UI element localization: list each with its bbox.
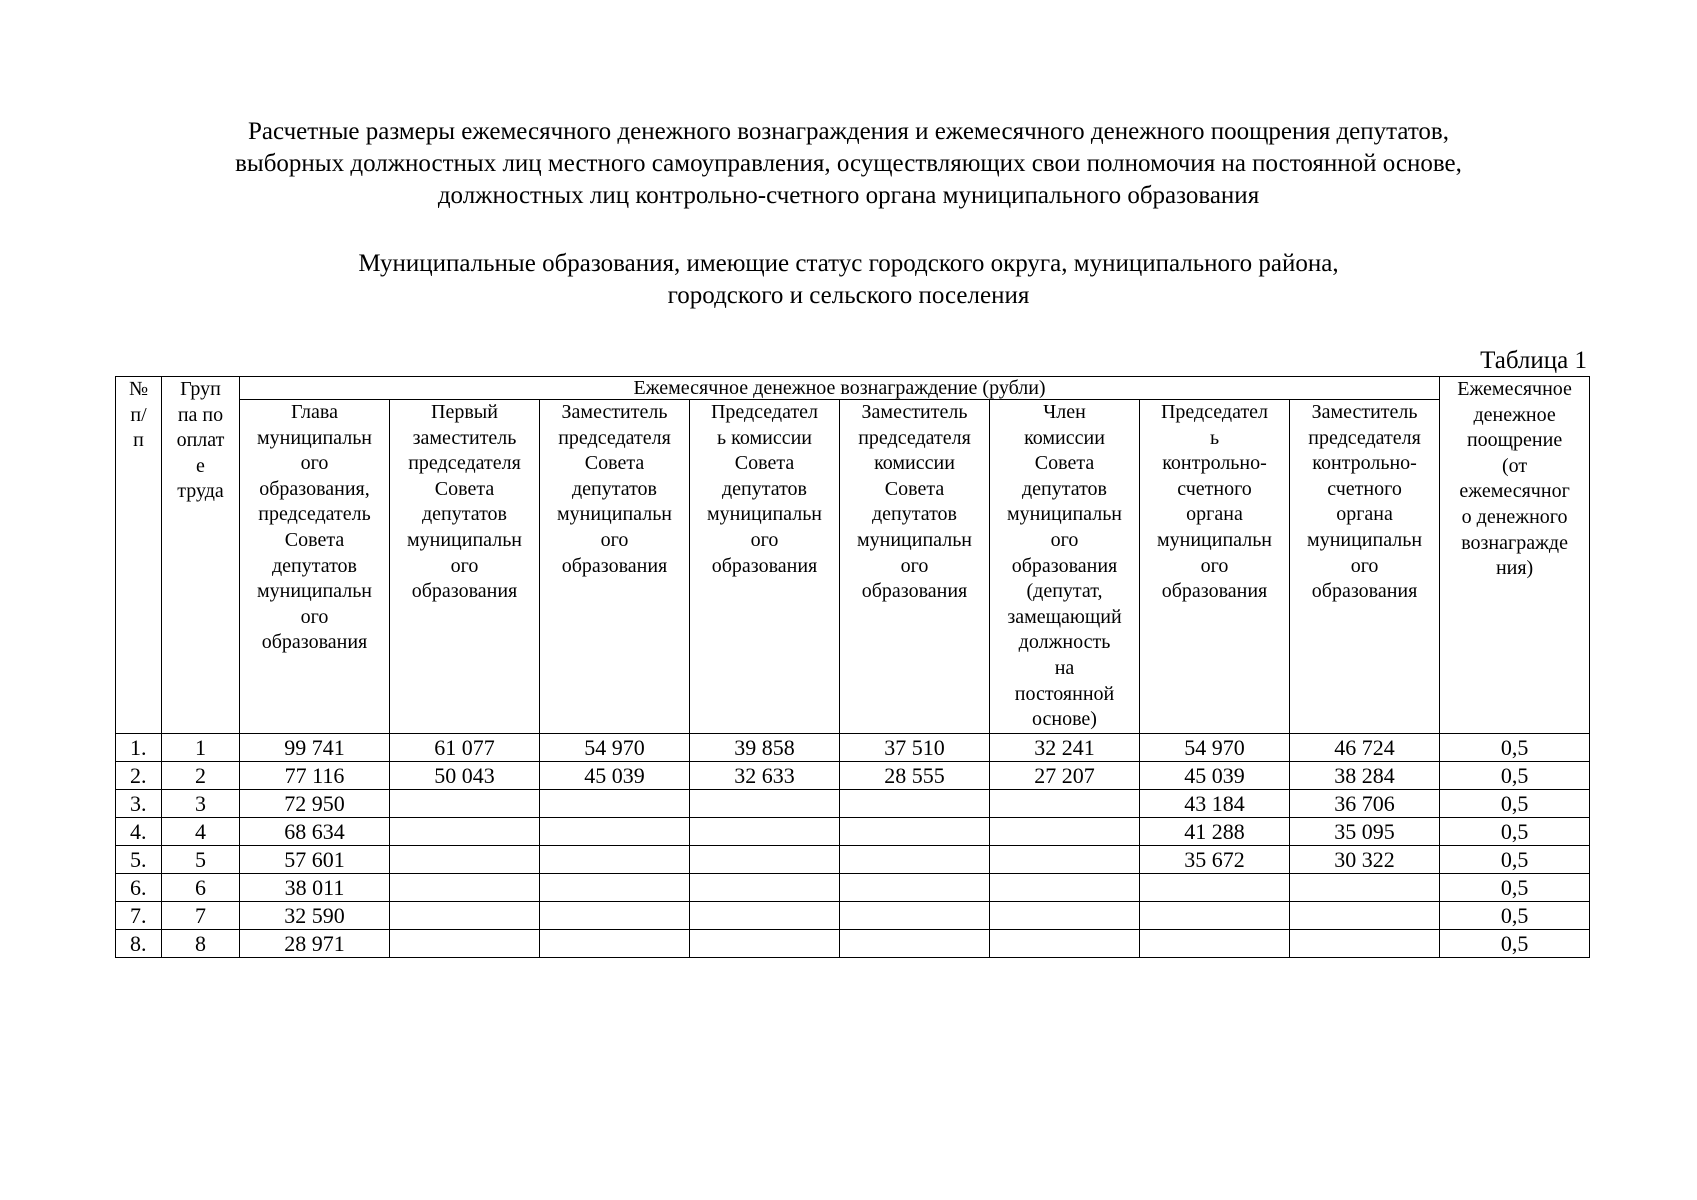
header-line: (депутат, bbox=[1026, 580, 1103, 603]
header-line: муниципальн bbox=[256, 580, 373, 603]
cell-deputy-chairman bbox=[540, 874, 690, 902]
cell-audit-deputy: 36 706 bbox=[1290, 790, 1440, 818]
header-line: образования bbox=[261, 631, 368, 654]
header-line: счетного bbox=[1327, 477, 1402, 500]
header-line: Совета bbox=[434, 477, 495, 500]
header-line: Первый bbox=[431, 401, 498, 423]
document-subtitle bbox=[0, 248, 1697, 312]
header-number bbox=[116, 377, 162, 734]
header-line: Председател bbox=[710, 401, 819, 423]
header-line: труда bbox=[177, 480, 224, 503]
header-line: ежемесячног bbox=[1459, 480, 1570, 503]
cell-commission-deputy bbox=[840, 930, 990, 958]
cell-first-deputy bbox=[390, 790, 540, 818]
header-commission-deputy-chairman bbox=[840, 400, 990, 734]
cell-number: 2. bbox=[116, 762, 162, 790]
cell-first-deputy: 50 043 bbox=[390, 762, 540, 790]
header-line: образования bbox=[561, 554, 668, 577]
cell-number: 5. bbox=[116, 846, 162, 874]
cell-pay-group: 2 bbox=[162, 762, 240, 790]
header-line: Совета bbox=[584, 452, 645, 475]
cell-bonus: 0,5 bbox=[1440, 818, 1590, 846]
cell-commission-deputy bbox=[840, 790, 990, 818]
header-audit-chairman bbox=[1140, 400, 1290, 734]
cell-first-deputy bbox=[390, 818, 540, 846]
cell-first-deputy bbox=[390, 846, 540, 874]
header-line: основе) bbox=[1032, 708, 1097, 731]
header-line: ния) bbox=[1495, 557, 1534, 580]
header-line: муниципальн bbox=[1156, 528, 1273, 551]
cell-head: 32 590 bbox=[240, 902, 390, 930]
cell-head: 38 011 bbox=[240, 874, 390, 902]
table-row bbox=[116, 874, 1590, 902]
cell-commission-member bbox=[990, 846, 1140, 874]
table-label: Таблица 1 bbox=[1480, 347, 1587, 374]
cell-commission-deputy bbox=[840, 818, 990, 846]
cell-number: 8. bbox=[116, 930, 162, 958]
cell-number: 6. bbox=[116, 874, 162, 902]
title-line-2: выборных должностных лиц местного самоуправления, осуществляющих свои полномочия на постоянной основе, bbox=[235, 150, 1462, 177]
header-monthly-bonus bbox=[1440, 377, 1590, 734]
cell-bonus: 0,5 bbox=[1440, 846, 1590, 874]
table-row bbox=[116, 790, 1590, 818]
cell-audit-chairman: 35 672 bbox=[1140, 846, 1290, 874]
header-line: вознагражде bbox=[1461, 531, 1568, 554]
cell-pay-group: 6 bbox=[162, 874, 240, 902]
header-line: замещающий bbox=[1007, 605, 1122, 628]
header-line: Заместитель bbox=[861, 401, 968, 423]
cell-head: 99 741 bbox=[240, 734, 390, 762]
header-line: депутатов bbox=[571, 477, 658, 500]
cell-deputy-chairman bbox=[540, 930, 690, 958]
header-commission-chairman bbox=[690, 400, 840, 734]
header-line: должность bbox=[1018, 631, 1111, 654]
header-line: Член bbox=[1043, 401, 1086, 423]
header-line: муниципальн bbox=[1006, 503, 1123, 526]
cell-pay-group: 8 bbox=[162, 930, 240, 958]
cell-audit-deputy: 38 284 bbox=[1290, 762, 1440, 790]
document-title bbox=[0, 116, 1697, 212]
cell-commission-chairman bbox=[690, 846, 840, 874]
header-monthly-reward: Ежемесячное денежное вознаграждение (рубли) bbox=[240, 377, 1440, 400]
header-line: ого bbox=[600, 528, 629, 551]
cell-deputy-chairman: 45 039 bbox=[540, 762, 690, 790]
header-pay-group bbox=[162, 377, 240, 734]
header-line: председателя bbox=[858, 426, 971, 449]
cell-deputy-chairman bbox=[540, 790, 690, 818]
header-line: Совета bbox=[1034, 452, 1095, 475]
cell-audit-deputy bbox=[1290, 874, 1440, 902]
header-line: Ежемесячное bbox=[1457, 378, 1572, 400]
cell-head: 68 634 bbox=[240, 818, 390, 846]
cell-commission-chairman bbox=[690, 874, 840, 902]
cell-commission-chairman bbox=[690, 930, 840, 958]
cell-commission-deputy: 28 555 bbox=[840, 762, 990, 790]
header-line: оплат bbox=[176, 429, 225, 452]
cell-commission-deputy: 37 510 bbox=[840, 734, 990, 762]
header-deputy-chairman-council bbox=[540, 400, 690, 734]
cell-bonus: 0,5 bbox=[1440, 930, 1590, 958]
header-line: муниципальн bbox=[1307, 528, 1423, 551]
cell-commission-deputy bbox=[840, 874, 990, 902]
title-line-3: должностных лиц контрольно-счетного органа муниципального образования bbox=[437, 182, 1260, 209]
cell-audit-deputy: 46 724 bbox=[1290, 734, 1440, 762]
cell-audit-chairman bbox=[1140, 902, 1290, 930]
cell-number: 4. bbox=[116, 818, 162, 846]
header-line: па по bbox=[177, 403, 224, 426]
header-line: ого bbox=[900, 554, 929, 577]
cell-commission-chairman bbox=[690, 790, 840, 818]
header-line: п/ bbox=[130, 403, 147, 426]
cell-pay-group: 5 bbox=[162, 846, 240, 874]
cell-commission-member: 32 241 bbox=[990, 734, 1140, 762]
cell-commission-member bbox=[990, 874, 1140, 902]
header-line: председателя bbox=[1308, 426, 1421, 449]
cell-first-deputy bbox=[390, 930, 540, 958]
cell-deputy-chairman: 54 970 bbox=[540, 734, 690, 762]
header-line: постоянной bbox=[1014, 682, 1115, 705]
header-line: контрольно- bbox=[1162, 452, 1267, 475]
cell-number: 7. bbox=[116, 902, 162, 930]
header-line: на bbox=[1054, 656, 1075, 679]
header-line: ь комиссии bbox=[717, 426, 812, 449]
cell-audit-chairman: 43 184 bbox=[1140, 790, 1290, 818]
cell-commission-member bbox=[990, 818, 1140, 846]
cell-first-deputy bbox=[390, 902, 540, 930]
header-line: органа bbox=[1336, 503, 1393, 526]
table-row bbox=[116, 930, 1590, 958]
header-line: муниципальн bbox=[556, 503, 673, 526]
header-line: муниципальн bbox=[706, 503, 823, 526]
cell-pay-group: 4 bbox=[162, 818, 240, 846]
cell-audit-chairman bbox=[1140, 874, 1290, 902]
header-line: ого bbox=[300, 452, 329, 475]
header-line: Груп bbox=[180, 378, 221, 400]
header-line: счетного bbox=[1177, 477, 1252, 500]
header-commission-member bbox=[990, 400, 1140, 734]
header-line: ого bbox=[750, 528, 779, 551]
cell-commission-member bbox=[990, 902, 1140, 930]
header-line: ого bbox=[1350, 554, 1379, 577]
header-line: муниципальн bbox=[256, 426, 373, 449]
table-row bbox=[116, 846, 1590, 874]
cell-audit-chairman: 54 970 bbox=[1140, 734, 1290, 762]
cell-pay-group: 3 bbox=[162, 790, 240, 818]
header-line: образования bbox=[861, 580, 968, 603]
table-row bbox=[116, 818, 1590, 846]
cell-audit-deputy bbox=[1290, 930, 1440, 958]
table-row bbox=[116, 762, 1590, 790]
header-line: образования bbox=[1161, 580, 1268, 603]
header-line: Заместитель bbox=[1311, 401, 1418, 423]
header-line: депутатов bbox=[421, 503, 508, 526]
header-line: муниципальн bbox=[856, 528, 973, 551]
cell-commission-deputy bbox=[840, 846, 990, 874]
header-line: депутатов bbox=[1021, 477, 1108, 500]
header-line: заместитель bbox=[412, 426, 517, 449]
cell-commission-member bbox=[990, 790, 1140, 818]
header-head-of-municipality bbox=[240, 400, 390, 734]
table-row bbox=[116, 902, 1590, 930]
header-line: органа bbox=[1186, 503, 1243, 526]
header-line: депутатов bbox=[271, 554, 358, 577]
table-row bbox=[116, 734, 1590, 762]
subtitle-line-1: Муниципальные образования, имеющие статус городского округа, муниципального района, bbox=[358, 250, 1339, 277]
table-body bbox=[116, 734, 1590, 958]
sub-header-row bbox=[116, 400, 1590, 734]
header-line: п bbox=[133, 429, 144, 452]
compensation-table bbox=[115, 376, 1590, 958]
header-line: комиссии bbox=[874, 452, 955, 475]
cell-bonus: 0,5 bbox=[1440, 734, 1590, 762]
cell-head: 57 601 bbox=[240, 846, 390, 874]
header-line: председателя bbox=[558, 426, 671, 449]
cell-bonus: 0,5 bbox=[1440, 902, 1590, 930]
cell-pay-group: 1 bbox=[162, 734, 240, 762]
header-first-deputy-chairman bbox=[390, 400, 540, 734]
cell-commission-chairman: 39 858 bbox=[690, 734, 840, 762]
cell-commission-deputy bbox=[840, 902, 990, 930]
cell-head: 77 116 bbox=[240, 762, 390, 790]
cell-audit-deputy bbox=[1290, 902, 1440, 930]
header-line: ого bbox=[450, 554, 479, 577]
header-line: ого bbox=[1050, 528, 1079, 551]
cell-audit-chairman: 41 288 bbox=[1140, 818, 1290, 846]
cell-pay-group: 7 bbox=[162, 902, 240, 930]
subtitle-line-2: городского и сельского поселения bbox=[667, 282, 1030, 309]
cell-head: 28 971 bbox=[240, 930, 390, 958]
cell-bonus: 0,5 bbox=[1440, 874, 1590, 902]
header-line: о денежного bbox=[1461, 505, 1568, 528]
header-line: образования bbox=[1311, 580, 1418, 603]
header-line: Совета bbox=[884, 477, 945, 500]
cell-commission-chairman bbox=[690, 902, 840, 930]
header-line: муниципальн bbox=[406, 528, 523, 551]
header-line: ого bbox=[300, 605, 329, 628]
header-line: депутатов bbox=[721, 477, 808, 500]
cell-audit-chairman: 45 039 bbox=[1140, 762, 1290, 790]
cell-deputy-chairman bbox=[540, 818, 690, 846]
header-line: председатель bbox=[258, 503, 371, 526]
header-line: № bbox=[128, 378, 149, 400]
header-line: Совета bbox=[284, 528, 345, 551]
header-line: денежное bbox=[1473, 403, 1556, 426]
cell-first-deputy bbox=[390, 874, 540, 902]
header-line: образования bbox=[711, 554, 818, 577]
cell-commission-chairman bbox=[690, 818, 840, 846]
cell-commission-chairman: 32 633 bbox=[690, 762, 840, 790]
header-line: депутатов bbox=[871, 503, 958, 526]
cell-commission-member bbox=[990, 930, 1140, 958]
header-line: Совета bbox=[734, 452, 795, 475]
cell-bonus: 0,5 bbox=[1440, 790, 1590, 818]
cell-number: 1. bbox=[116, 734, 162, 762]
cell-bonus: 0,5 bbox=[1440, 762, 1590, 790]
cell-first-deputy: 61 077 bbox=[390, 734, 540, 762]
cell-number: 3. bbox=[116, 790, 162, 818]
cell-audit-deputy: 30 322 bbox=[1290, 846, 1440, 874]
header-line: председателя bbox=[408, 452, 521, 475]
header-line: комиссии bbox=[1024, 426, 1105, 449]
header-line: ь bbox=[1209, 426, 1220, 449]
cell-audit-chairman bbox=[1140, 930, 1290, 958]
title-line-1: Расчетные размеры ежемесячного денежного вознаграждения и ежемесячного денежного поощрения депутатов, bbox=[248, 118, 1449, 145]
cell-deputy-chairman bbox=[540, 902, 690, 930]
header-line: Заместитель bbox=[561, 401, 668, 423]
header-line: контрольно- bbox=[1312, 452, 1417, 475]
header-line: (от bbox=[1502, 454, 1528, 477]
cell-deputy-chairman bbox=[540, 846, 690, 874]
cell-audit-deputy: 35 095 bbox=[1290, 818, 1440, 846]
table-head bbox=[116, 377, 1590, 734]
header-line: Глава bbox=[291, 401, 338, 423]
header-line: Председател bbox=[1160, 401, 1269, 423]
header-line: образования bbox=[1011, 554, 1118, 577]
cell-head: 72 950 bbox=[240, 790, 390, 818]
cell-commission-member: 27 207 bbox=[990, 762, 1140, 790]
header-line: е bbox=[196, 454, 205, 477]
header-line: ого bbox=[1200, 554, 1229, 577]
header-audit-deputy-chairman bbox=[1290, 400, 1440, 734]
header-line: поощрение bbox=[1466, 429, 1563, 452]
header-line: образования, bbox=[259, 477, 370, 500]
header-line: образования bbox=[411, 580, 518, 603]
